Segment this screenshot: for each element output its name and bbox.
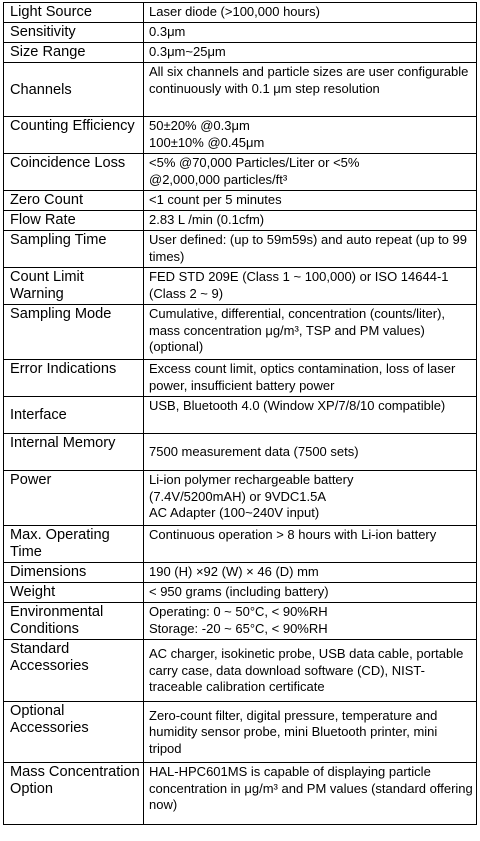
spec-value-interface: USB, Bluetooth 4.0 (Window XP/7/8/10 compatible)	[144, 397, 477, 434]
spec-label-interface: Interface	[4, 397, 144, 434]
table-row	[4, 360, 477, 397]
value-line: <5% @70,000 Particles/Liter or <5%	[149, 155, 360, 170]
table-row	[4, 231, 477, 268]
table-row	[4, 117, 477, 154]
spec-value-zero-count: <1 count per 5 minutes	[144, 191, 477, 211]
spec-label-sampling-time: Sampling Time	[4, 231, 144, 268]
value-line: Operating: 0 ~ 50°C, < 90%RH	[149, 604, 328, 619]
spec-value-weight: < 950 grams (including battery)	[144, 583, 477, 603]
spec-value-flow-rate: 2.83 L /min (0.1cfm)	[144, 211, 477, 231]
value-line: 50±20% @0.3μm	[149, 118, 250, 133]
spec-value-power	[144, 471, 477, 526]
table-row	[4, 603, 477, 640]
spec-label-standard-accessories: Standard Accessories	[4, 640, 144, 702]
spec-label-sensitivity: Sensitivity	[4, 23, 144, 43]
table-row	[4, 563, 477, 583]
table-row	[4, 305, 477, 360]
spec-label-size-range: Size Range	[4, 43, 144, 63]
spec-label-count-limit-warning: Count Limit Warning	[4, 268, 144, 305]
value-line: Li-ion polymer rechargeable battery	[149, 472, 354, 487]
value-line: 100±10% @0.45μm	[149, 134, 265, 150]
spec-value-count-limit-warning: FED STD 209E (Class 1 ~ 100,000) or ISO 14644-1 (Class 2 ~ 9)	[144, 268, 477, 305]
spec-value-channels: All six channels and particle sizes are user configurable continuously with 0.1 μm step resolution	[144, 63, 477, 117]
spec-value-sampling-mode: Cumulative, differential, concentration (counts/liter), mass concentration μg/m³, TSP and PM values) (optional)	[144, 305, 477, 360]
spec-value-counting-efficiency	[144, 117, 477, 154]
table-row	[4, 526, 477, 563]
table-row	[4, 640, 477, 702]
value-line: AC Adapter (100~240V input)	[149, 505, 320, 520]
spec-label-zero-count: Zero Count	[4, 191, 144, 211]
spec-label-flow-rate: Flow Rate	[4, 211, 144, 231]
table-row	[4, 211, 477, 231]
spec-value-size-range: 0.3μm~25μm	[144, 43, 477, 63]
table-row	[4, 434, 477, 471]
table-row	[4, 191, 477, 211]
table-row	[4, 471, 477, 526]
spec-value-coincidence-loss	[144, 154, 477, 191]
spec-value-optional-accessories: Zero-count filter, digital pressure, temperature and humidity sensor probe, mini Bluetooth printer, mini tripod	[144, 702, 477, 763]
table-row	[4, 23, 477, 43]
specifications-table	[3, 2, 477, 825]
spec-label-mass-concentration-option: Mass Concentration Option	[4, 763, 144, 825]
spec-label-error-indications: Error Indications	[4, 360, 144, 397]
spec-label-max-operating-time: Max. Operating Time	[4, 526, 144, 563]
spec-label-power: Power	[4, 471, 144, 526]
spec-value-max-operating-time: Continuous operation > 8 hours with Li-ion battery	[144, 526, 477, 563]
spec-label-dimensions: Dimensions	[4, 563, 144, 583]
value-line: @2,000,000 particles/ft³	[149, 171, 288, 187]
spec-label-weight: Weight	[4, 583, 144, 603]
table-row	[4, 397, 477, 434]
spec-label-optional-accessories: Optional Accessories	[4, 702, 144, 763]
spec-value-environmental-conditions	[144, 603, 477, 640]
table-row	[4, 43, 477, 63]
spec-label-sampling-mode: Sampling Mode	[4, 305, 144, 360]
value-line: (7.4V/5200mAH) or 9VDC1.5A	[149, 488, 327, 504]
value-line: Storage: -20 ~ 65°C, < 90%RH	[149, 620, 328, 636]
table-row	[4, 63, 477, 117]
spec-label-coincidence-loss: Coincidence Loss	[4, 154, 144, 191]
table-row	[4, 3, 477, 23]
spec-value-standard-accessories: AC charger, isokinetic probe, USB data cable, portable carry case, data download software (CD), NIST-traceable calibration certificate	[144, 640, 477, 702]
table-row	[4, 702, 477, 763]
spec-value-error-indications: Excess count limit, optics contamination, loss of laser power, insufficient battery power	[144, 360, 477, 397]
spec-value-light-source: Laser diode (>100,000 hours)	[144, 3, 477, 23]
spec-value-mass-concentration-option: HAL-HPC601MS is capable of displaying particle concentration in μg/m³ and PM values (standard offering now)	[144, 763, 477, 825]
spec-value-dimensions: 190 (H) ×92 (W) × 46 (D) mm	[144, 563, 477, 583]
spec-label-counting-efficiency: Counting Efficiency	[4, 117, 144, 154]
table-row	[4, 268, 477, 305]
table-row	[4, 763, 477, 825]
spec-value-internal-memory: 7500 measurement data (7500 sets)	[144, 434, 477, 471]
table-row	[4, 583, 477, 603]
table-row	[4, 154, 477, 191]
spec-value-sampling-time: User defined: (up to 59m59s) and auto repeat (up to 99 times)	[144, 231, 477, 268]
spec-label-internal-memory: Internal Memory	[4, 434, 144, 471]
spec-label-channels: Channels	[4, 63, 144, 117]
spec-label-environmental-conditions: Environmental Conditions	[4, 603, 144, 640]
spec-value-sensitivity: 0.3μm	[144, 23, 477, 43]
spec-label-light-source: Light Source	[4, 3, 144, 23]
